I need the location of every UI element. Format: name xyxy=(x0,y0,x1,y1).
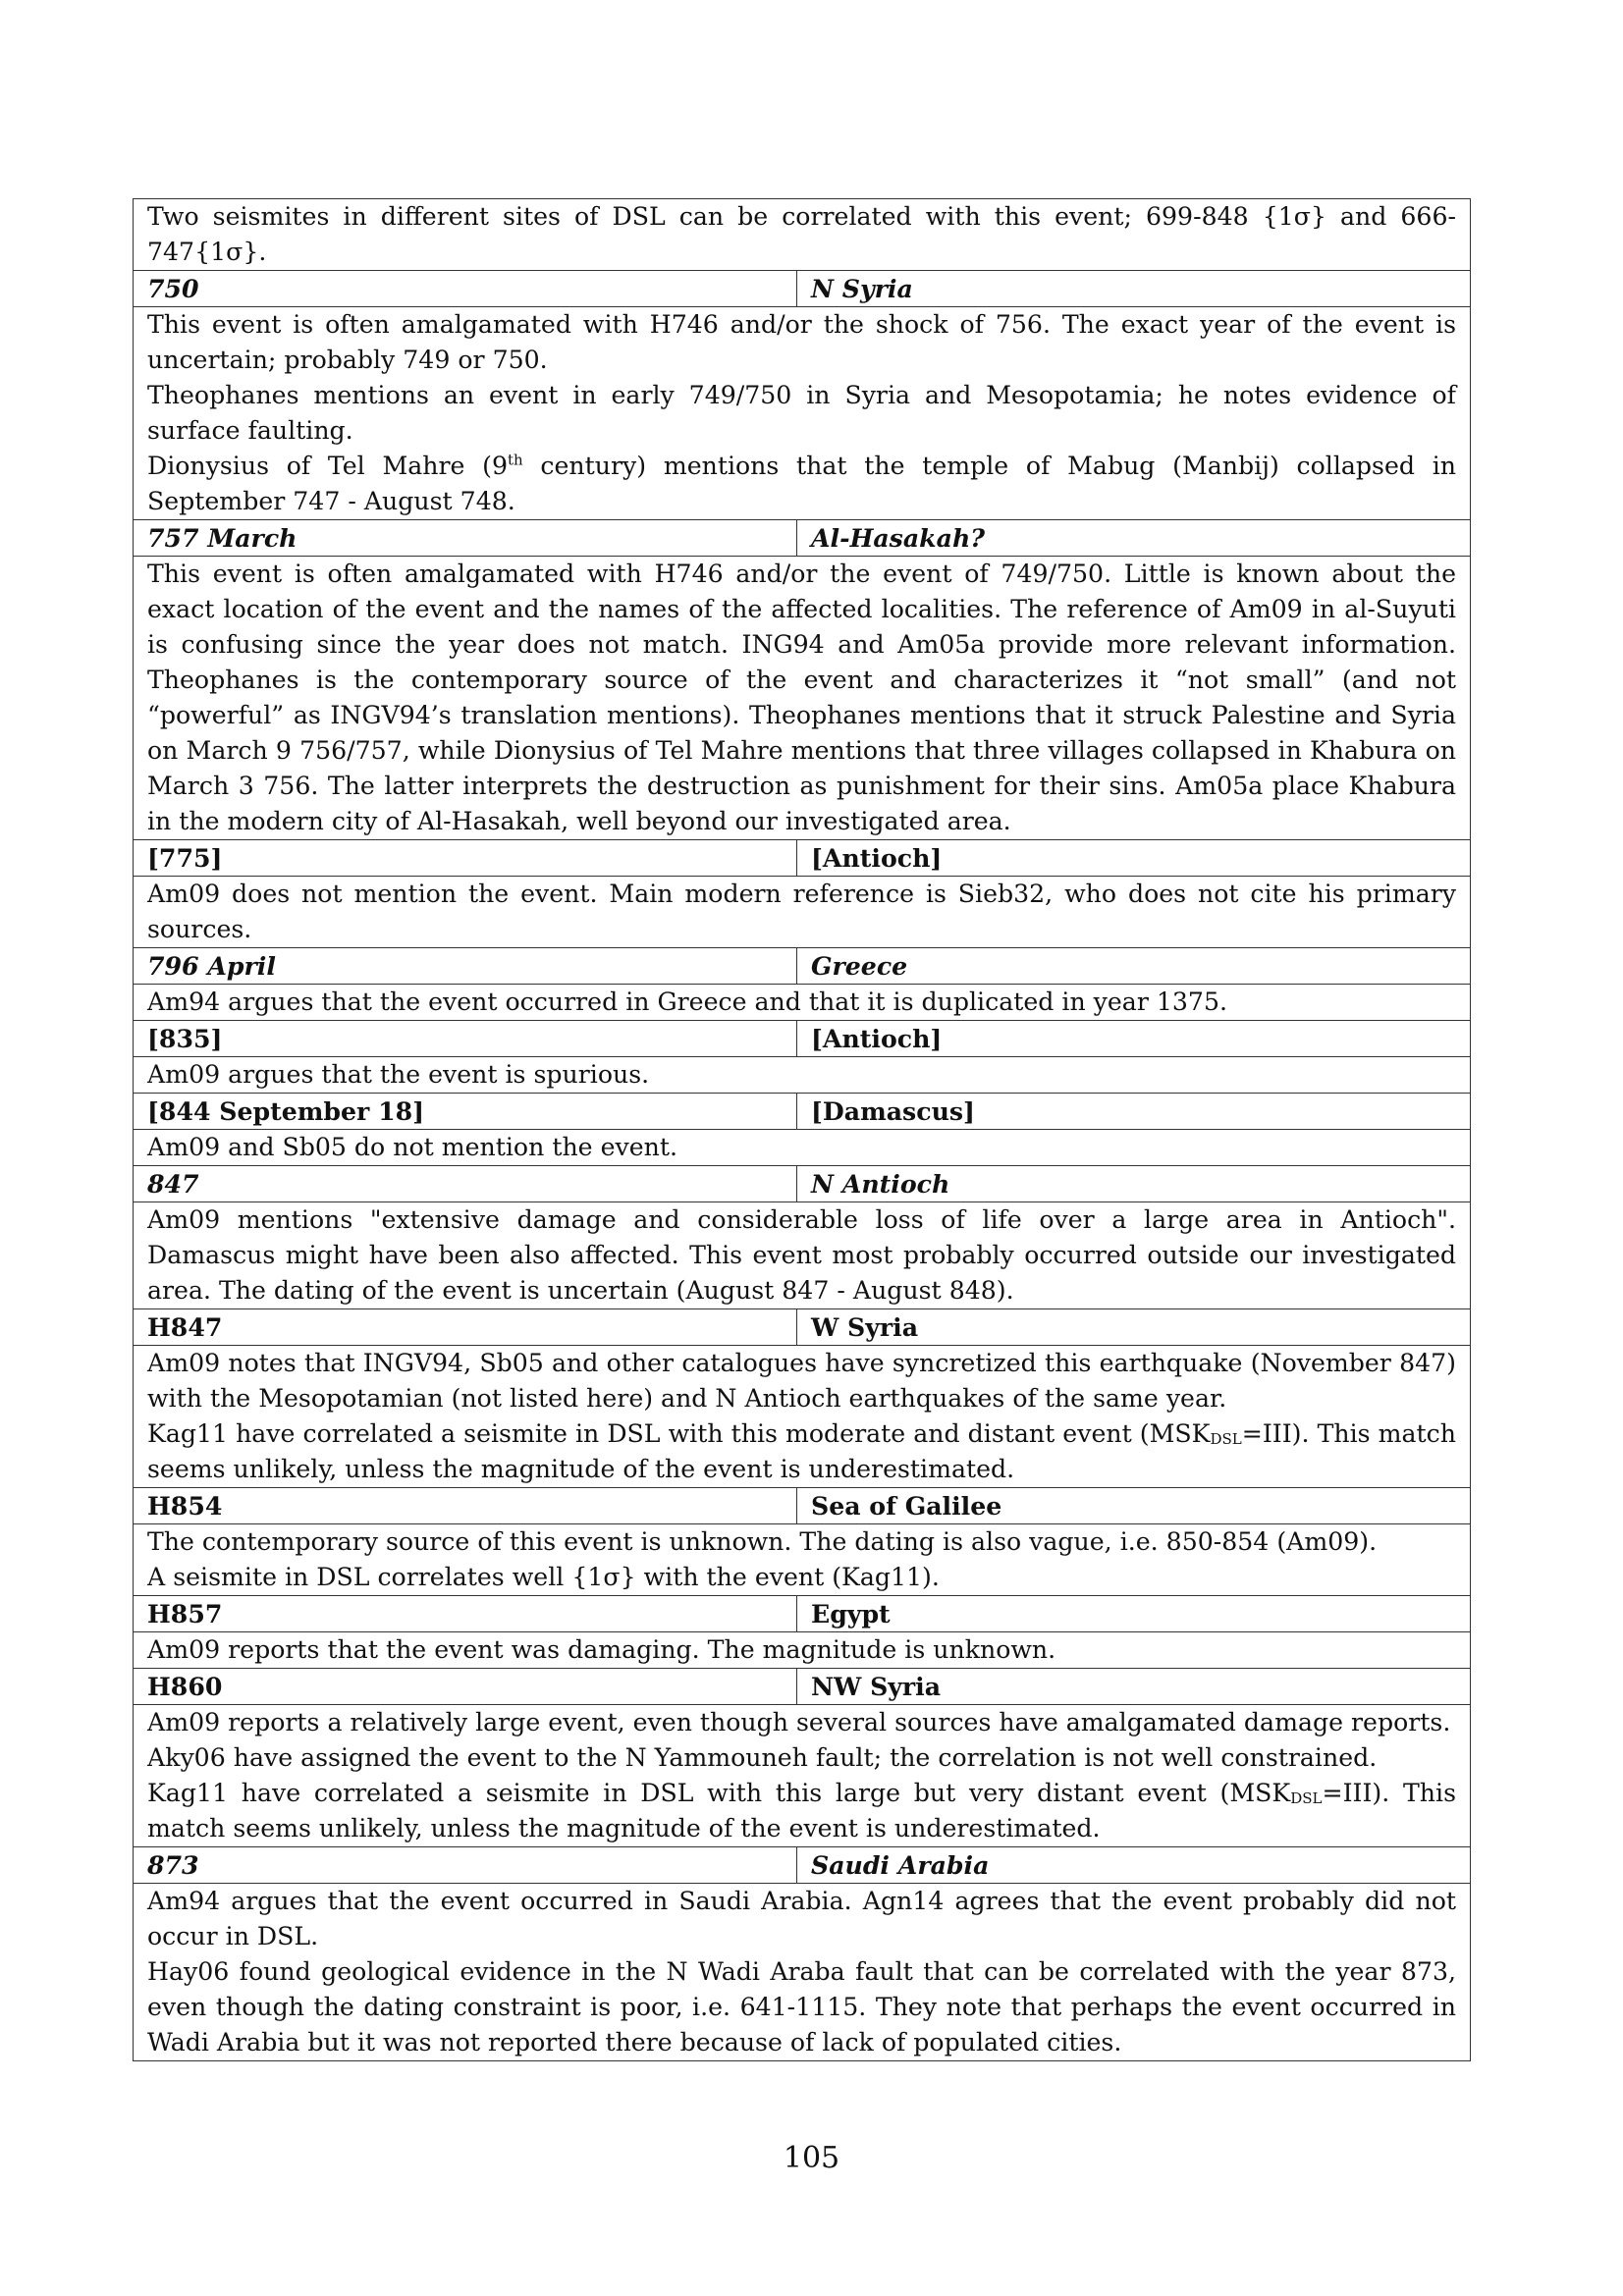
entry-location: Egypt xyxy=(797,1596,1471,1632)
paragraph: Aky06 have assigned the event to the N Yammouneh fault; the correlation is not well constrained. xyxy=(147,1743,1378,1772)
entry-date: [775] xyxy=(134,840,797,877)
entry-body xyxy=(134,199,1471,271)
page-number: 105 xyxy=(783,2141,840,2175)
entry-header xyxy=(134,1596,1471,1632)
entry-body xyxy=(134,1346,1471,1488)
entry-header xyxy=(134,271,1471,307)
entry-body xyxy=(134,1524,1471,1596)
entry-header xyxy=(134,520,1471,557)
entry-header xyxy=(134,840,1471,877)
entry-date: 757 March xyxy=(134,520,797,557)
paragraph: Am09 notes that INGV94, Sb05 and other catalogues have syncretized this earthquake (November 847) with the Mesopotamian (not listed here) and N Antioch earthquakes of the same year. xyxy=(147,1349,1456,1413)
paragraph: Am94 argues that the event occurred in Greece and that it is duplicated in year 1375. xyxy=(147,988,1227,1016)
entry-location: [Damascus] xyxy=(797,1094,1471,1130)
entry-date: 750 xyxy=(134,271,797,307)
paragraph: Am09 does not mention the event. Main modern reference is Sieb32, who does not cite his primary sources. xyxy=(147,880,1456,943)
entry-date: [835] xyxy=(134,1021,797,1057)
paragraph: Kag11 have correlated a seismite in DSL with this moderate and distant event $(MSK_{DSL}=III)$. This match seems unlikely, unless the magnitude of the event is underestimated. xyxy=(147,1419,1456,1483)
entry-body xyxy=(134,557,1471,840)
entry-location: N Syria xyxy=(797,271,1471,307)
entry-date: H860 xyxy=(134,1669,797,1705)
paragraph: Theophanes mentions an event in early 749/750 in Syria and Mesopotamia; he notes evidence of surface faulting. xyxy=(147,381,1456,445)
paragraph: Kag11 have correlated a seismite in DSL with this large but very distant event $(MSK_{DSL}=III)$. This match seems unlikely, unless the magnitude of the event is underestimated. xyxy=(147,1779,1456,1842)
entry-body xyxy=(134,1130,1471,1166)
entry-body xyxy=(134,877,1471,948)
entry-location: Al-Hasakah? xyxy=(797,520,1471,557)
entry-body xyxy=(134,1884,1471,2061)
entry-header xyxy=(134,1847,1471,1884)
paragraph: This event is often amalgamated with H746 and/or the shock of 756. The exact year of the event is uncertain; probably 749 or 750. xyxy=(147,310,1456,374)
entry-date: H854 xyxy=(134,1488,797,1524)
entry-location: Sea of Galilee xyxy=(797,1488,1471,1524)
entry-body xyxy=(134,1632,1471,1669)
paragraph: Am09 mentions "extensive damage and considerable loss of life over a large area in Antioch". Damascus might have been also affected. This event most probably occurred outside our investigated area. The dating of the event is uncertain (August 847 - August 848). xyxy=(147,1205,1456,1305)
paragraph: Am09 and Sb05 do not mention the event. xyxy=(147,1133,677,1161)
entry-header xyxy=(134,1309,1471,1346)
paragraph: Am09 argues that the event is spurious. xyxy=(147,1060,650,1089)
entry-location: NW Syria xyxy=(797,1669,1471,1705)
entry-body xyxy=(134,1057,1471,1094)
paragraph: Am09 reports a relatively large event, even though several sources have amalgamated damage reports. xyxy=(147,1708,1451,1736)
entry-date: 847 xyxy=(134,1166,797,1202)
entry-header xyxy=(134,1488,1471,1524)
paragraph: The contemporary source of this event is unknown. The dating is also vague, i.e. 850-854 (Am09). xyxy=(147,1527,1378,1556)
earthquake-catalog-table xyxy=(133,198,1471,2061)
entry-header xyxy=(134,1166,1471,1202)
paragraph: Am09 reports that the event was damaging. The magnitude is unknown. xyxy=(147,1635,1056,1664)
entry-body xyxy=(134,1202,1471,1309)
entry-date: 796 April xyxy=(134,948,797,985)
entry-date: 873 xyxy=(134,1847,797,1884)
entry-location: W Syria xyxy=(797,1309,1471,1346)
entry-body xyxy=(134,1705,1471,1847)
paragraph: Hay06 found geological evidence in the N Wadi Araba fault that can be correlated with the year 873, even though the dating constraint is poor, i.e. 641-1115. They note that perhaps the event occurred in Wadi Arabia but it was not reported there because of lack of populated cities. xyxy=(147,1957,1456,2056)
paragraph: Two seismites in different sites of DSL can be correlated with this event; 699-848 {1σ} and 666-747{1σ}. xyxy=(147,202,1456,266)
paragraph: This event is often amalgamated with H746 and/or the event of 749/750. Little is known about the exact location of the event and the names of the affected localities. The reference of Am09 in al-Suyuti is confusing since the year does not match. ING94 and Am05a provide more relevant information. Theophanes is the contemporary source of the event and characterizes it “not small” (and not “powerful” as INGV94’s translation mentions). Theophanes mentions that it struck Palestine and Syria on March 9 756/757, while Dionysius of Tel Mahre mentions that three villages collapsed in Khabura on March 3 756. The latter interprets the destruction as punishment for their sins. Am05a place Khabura in the modern city of Al-Hasakah, well beyond our investigated area. xyxy=(147,560,1456,835)
entry-location: [Antioch] xyxy=(797,1021,1471,1057)
entry-date: H857 xyxy=(134,1596,797,1632)
entry-location: Saudi Arabia xyxy=(797,1847,1471,1884)
entry-date: H847 xyxy=(134,1309,797,1346)
entry-header xyxy=(134,1669,1471,1705)
entry-location: Greece xyxy=(797,948,1471,985)
entry-location: [Antioch] xyxy=(797,840,1471,877)
entry-location: N Antioch xyxy=(797,1166,1471,1202)
entry-body xyxy=(134,985,1471,1021)
entry-date: [844 September 18] xyxy=(134,1094,797,1130)
paragraph: Dionysius of Tel Mahre (9th century) mentions that the temple of Mabug (Manbij) collapsed in September 747 - August 748. xyxy=(147,451,1456,515)
entry-header xyxy=(134,1021,1471,1057)
entry-header xyxy=(134,948,1471,985)
paragraph: Am94 argues that the event occurred in Saudi Arabia. Agn14 agrees that the event probably did not occur in DSL. xyxy=(147,1887,1456,1950)
entry-body xyxy=(134,307,1471,520)
entry-header xyxy=(134,1094,1471,1130)
paragraph: A seismite in DSL correlates well {1σ} with the event (Kag11). xyxy=(147,1563,940,1591)
